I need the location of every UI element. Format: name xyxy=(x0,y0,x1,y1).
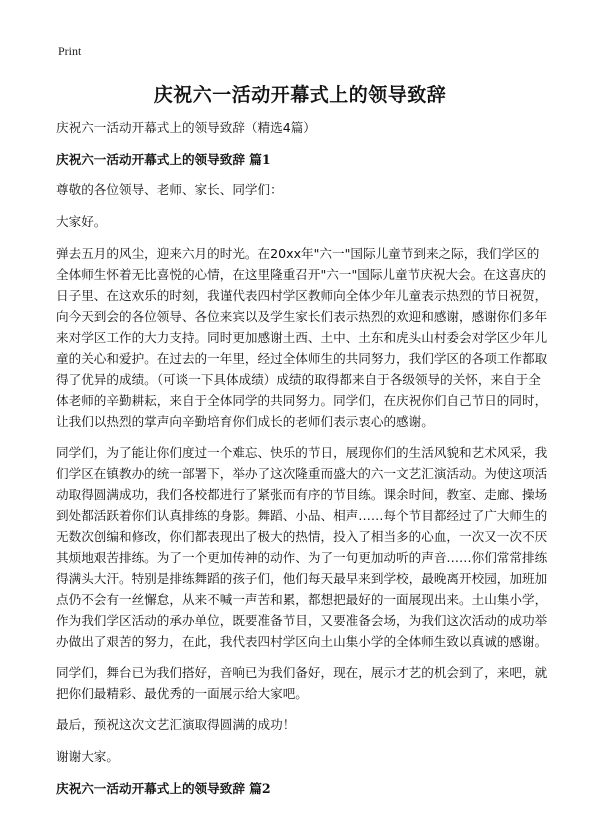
document-subtitle: 庆祝六一活动开幕式上的领导致辞（精选4篇） xyxy=(56,120,316,135)
salutation: 尊敬的各位领导、老师、家长、同学们： xyxy=(56,182,283,197)
body-paragraph-3: 同学们，舞台已为我们搭好，音响已为我们备好，现在，展示才艺的机会到了，来吧，就把你们最精彩、最优秀的一面展示给大家吧。 xyxy=(56,665,548,701)
page-title: 庆祝六一活动开幕式上的领导致辞 xyxy=(153,84,447,106)
section-heading-2: 庆祝六一活动开幕式上的领导致辞 篇2 xyxy=(56,781,271,796)
document-body xyxy=(56,117,548,808)
body-paragraph-1: 弹去五月的风尘，迎来六月的时光。在20xx年"六一"国际儿童节到来之际，我们学区的全体师生怀着无比喜悦的心情，在这里隆重召开"六一"国际儿童节庆祝大会。在这喜庆的日子里、在这欢乐的时刻，我谨代表四村学区教师向全体少年儿童表示热烈的节日祝贺，向今天到会的各位领导、各位来宾以及学生家长们表示热烈的欢迎和感谢，感谢你们多年来对学区工作的大力支持。同时更加感谢土西、土中、土东和虎头山村委会对学区少年儿童的关心和爱护。在过去的一年里，经过全体师生的共同努力，我们学区的各项工作都取得了优异的成绩。（可谈一下具体成绩）成绩的取得都来自于各级领导的关怀，来自于全体老师的辛勤耕耘，来自于全体同学的共同努力。同学们，在庆祝你们自己节日的同时，让我们以热烈的掌声向辛勤培育你们成长的老师们表示衷心的感谢。 xyxy=(56,246,548,429)
greeting: 大家好。 xyxy=(56,214,107,229)
closing-wish: 最后，预祝这次文艺汇演取得圆满的成功！ xyxy=(56,717,296,732)
body-paragraph-2: 同学们，为了能让你们度过一个难忘、快乐的节日，展现你们的生活风貌和艺术风采，我们学区在镇教办的统一部署下，举办了这次隆重而盛大的六一文艺汇演活动。为使这项活动取得圆满成功，我们各校都进行了紧张而有序的节目练。课余时间，教室、走廊、操场到处都活跃着你们认真排练的身影。舞蹈、小品、相声……每个节目都经过了广大师生的无数次创编和修改，你们都表现出了极大的热情，投入了相当多的心血，一次又一次不厌其烦地艰苦排练。为了一个更加传神的动作、为了一句更加动听的声音……你们常常排练得满头大汗。特别是排练舞蹈的孩子们，他们每天最早来到学校，最晚离开校园，加班加点仍不会有一丝懈怠，从来不喊一声苦和累，都想把最好的一面展现出来。土山集小学，作为我们学区活动的承办单位，既要准备节目，又要准备会场，为我们这次活动的成功举办做出了艰苦的努力，在此，我代表四村学区向土山集小学的全体师生致以真诚的感谢。 xyxy=(56,445,548,649)
print-link[interactable]: Print xyxy=(58,44,82,58)
thanks: 谢谢大家。 xyxy=(56,749,119,764)
section-heading-1: 庆祝六一活动开幕式上的领导致辞 篇1 xyxy=(56,152,271,167)
